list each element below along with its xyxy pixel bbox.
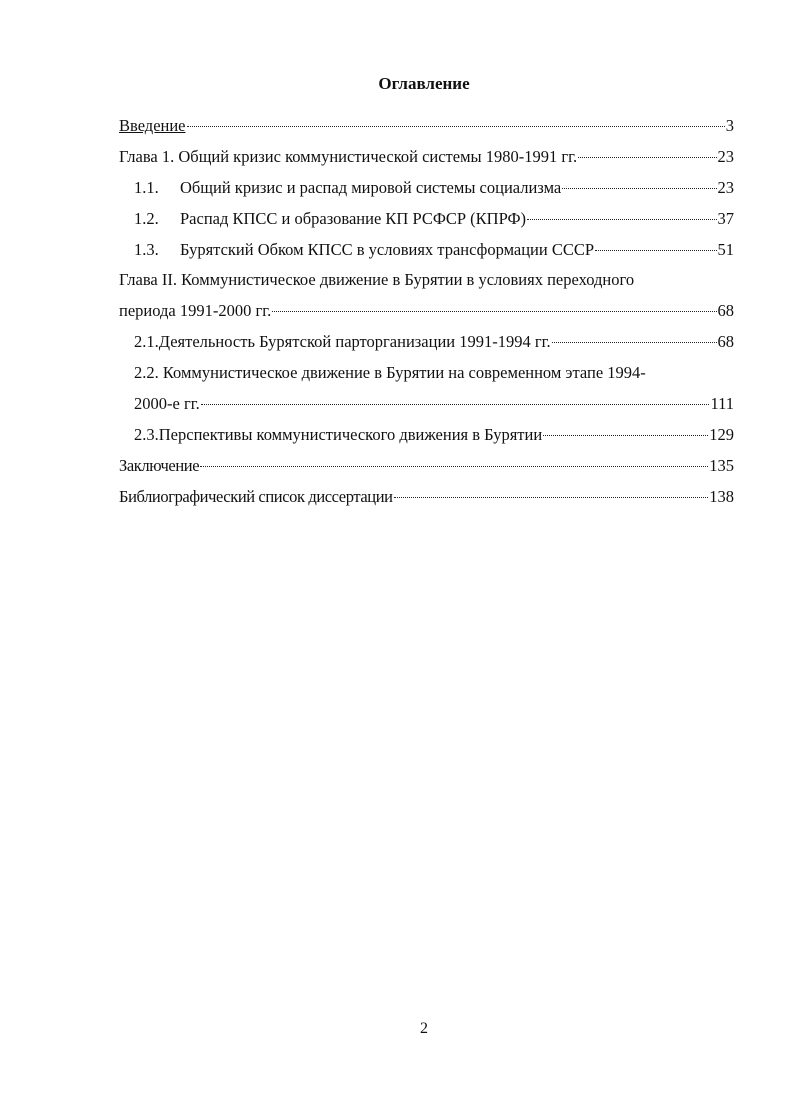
dot-leader (527, 219, 716, 220)
toc-entry-text: Введение (119, 116, 186, 135)
toc-entry-bibliography[interactable] (119, 485, 734, 509)
toc-entry-section-2-2[interactable] (134, 392, 734, 416)
toc-entry-number: 1.3. (134, 240, 159, 259)
toc-entry-page: 23 (717, 178, 734, 197)
toc-entry-text: периода 1991-2000 гг. (119, 301, 272, 320)
dot-leader (595, 250, 716, 251)
toc-entry-page: 68 (717, 301, 734, 320)
toc-entry-page: 129 (709, 425, 734, 444)
dot-leader (562, 188, 716, 189)
toc-entry-number: 1.1. (134, 178, 159, 197)
toc-entry-text: Библиографический список диссертации (119, 487, 393, 506)
dot-leader (272, 311, 716, 312)
toc-entry-page: 23 (717, 147, 734, 166)
toc-entry-page: 3 (725, 116, 734, 135)
toc-entry-page: 135 (709, 456, 734, 475)
dot-leader (201, 404, 710, 405)
toc-entry-text: Бурятский Обком КПСС в условиях трансформации СССР (180, 240, 595, 259)
toc-entry-chapter-1[interactable] (119, 145, 734, 169)
toc-entry-chapter-2-line1[interactable]: Глава II. Коммунистическое движение в Бурятии в условиях переходного (119, 270, 635, 289)
toc-entry-page: 111 (710, 394, 734, 413)
toc-entry-page: 37 (717, 209, 734, 228)
dot-leader (394, 497, 709, 498)
toc-entry-text: 2.3.Перспективы коммунистического движения в Бурятии (134, 425, 543, 444)
toc-entry-text: 2000-е гг. (134, 394, 200, 413)
dot-leader (200, 466, 708, 467)
toc-entry-number: 1.2. (134, 209, 159, 228)
toc-entry-section-2-2-line1[interactable]: 2.2. Коммунистическое движение в Бурятии на современном этапе 1994- (134, 363, 646, 382)
toc-entry-text: Глава 1. Общий кризис коммунистической системы 1980-1991 гг. (119, 147, 578, 166)
toc-entry-section-1-2[interactable] (134, 207, 734, 231)
toc-entry-section-1-1[interactable] (134, 176, 734, 200)
toc-entry-page: 51 (717, 240, 734, 259)
toc-entry-text: Общий кризис и распад мировой системы социализма (180, 178, 562, 197)
dot-leader (578, 157, 716, 158)
dot-leader (552, 342, 717, 343)
toc-entry-chapter-2[interactable] (119, 299, 734, 323)
toc-title: Оглавление (378, 74, 470, 93)
toc-entry-introduction[interactable] (119, 114, 734, 138)
page-number: 2 (420, 1020, 428, 1037)
toc-entry-text: Распад КПСС и образование КП РСФСР (КПРФ) (180, 209, 527, 228)
toc-entry-page: 138 (709, 487, 734, 506)
toc-entry-text: Заключение (119, 456, 200, 475)
dot-leader (187, 126, 725, 127)
toc-entry-text: 2.1.Деятельность Бурятской парторганизации 1991-1994 гг. (134, 332, 551, 351)
toc-entry-section-2-1[interactable] (134, 330, 734, 354)
toc-entry-conclusion[interactable] (119, 454, 734, 478)
toc-entry-section-2-3[interactable] (134, 423, 734, 447)
dot-leader (543, 435, 708, 436)
toc-entry-section-1-3[interactable] (134, 238, 734, 262)
toc-entry-page: 68 (717, 332, 734, 351)
